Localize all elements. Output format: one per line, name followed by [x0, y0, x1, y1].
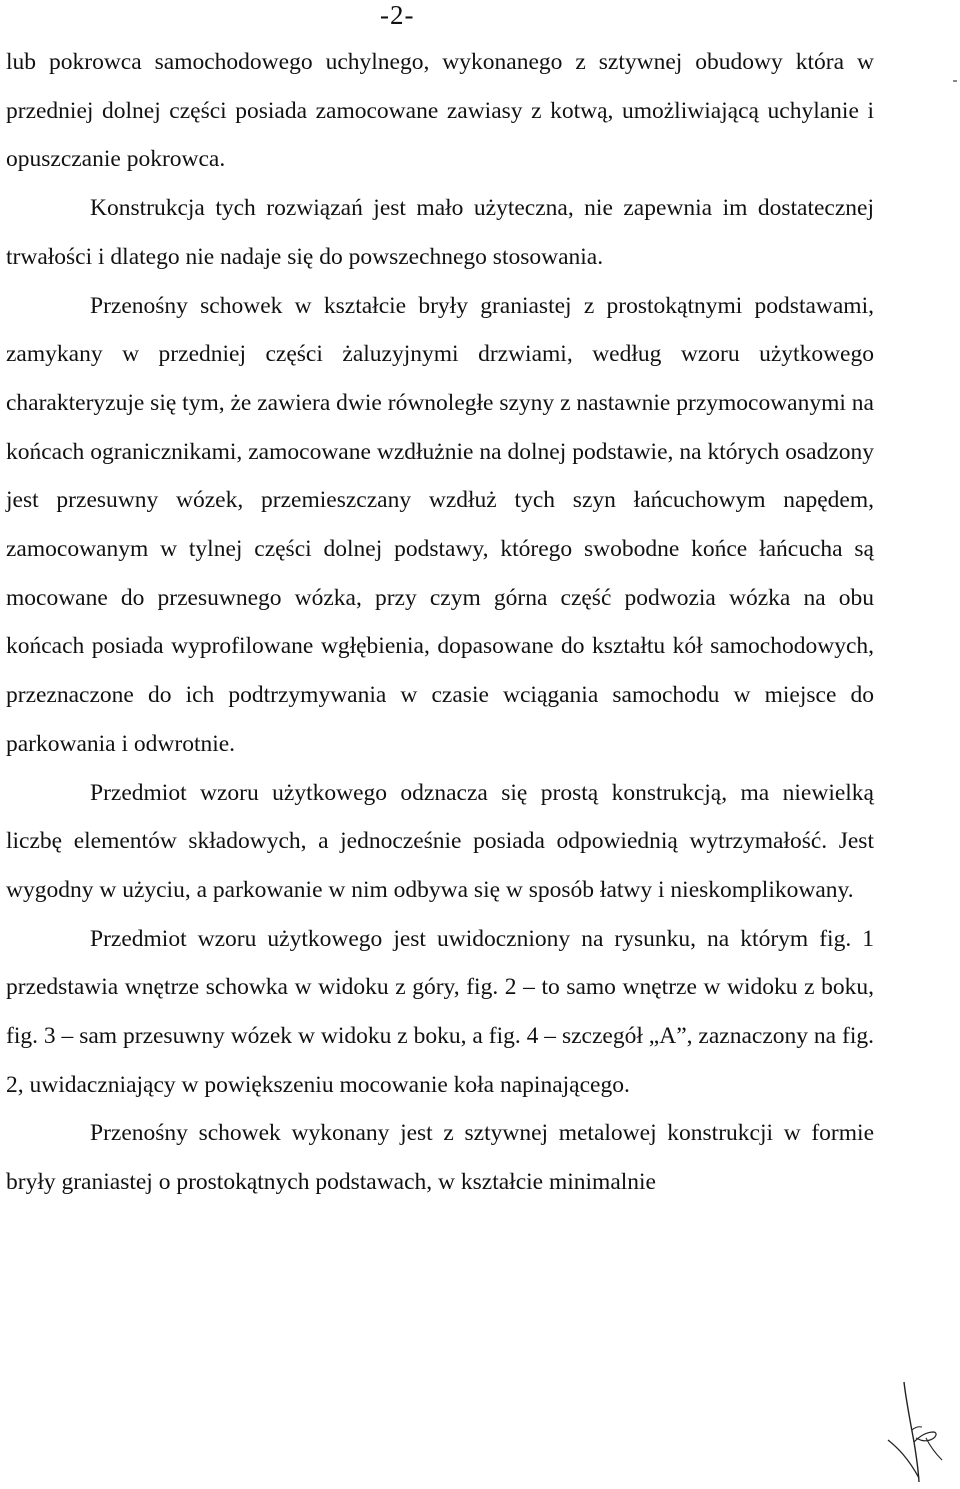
page-number: -2- [380, 0, 415, 30]
paragraph: Przedmiot wzoru użytkowego odznacza się prostą konstrukcją, ma niewielką liczbę elementów składowych, a jednocześnie posiada odpowiednią wytrzymałość. Jest wygodny w użyciu, a parkowanie w nim odbywa się w sposób łatwy i nieskomplikowany. [6, 779, 874, 903]
document-body [6, 38, 874, 1207]
paragraph: Konstrukcja tych rozwiązań jest mało użyteczna, nie zapewnia im dostatecznej trwałości i dlatego nie nadaje się do powszechnego stosowania. [6, 195, 874, 270]
margin-mark [953, 80, 957, 82]
paragraph: lub pokrowca samochodowego uchylnego, wykonanego z sztywnej obudowy która w przedniej dolnej części posiada zamocowane zawiasy z kotwą, umożliwiającą uchylanie i opuszczanie pokrowca. [6, 49, 874, 173]
paragraph: Przenośny schowek wykonany jest z sztywnej metalowej konstrukcji w formie bryły graniastej o prostokątnych podstawach, w kształcie minimalnie [6, 1120, 874, 1196]
handwritten-signature [886, 1380, 956, 1485]
paragraph: Przenośny schowek w kształcie bryły graniastej z prostokątnymi podstawami, zamykany w przedniej części żaluzyjnymi drzwiami, według wzoru użytkowego charakteryzuje się tym, że zawiera dwie równoległe szyny z nastawnie przymocowanymi na końcach ogranicznikami, zamocowane wzdłużnie na dolnej podstawie, na których osadzony jest przesuwny wózek, przemieszczany wzdłuż tych szyn łańcuchowym napędem, zamocowanym w tylnej części dolnej podstawy, którego swobodne końce łańcucha są mocowane do przesuwnego wózka, przy czym górna część podwozia wózka na obu końcach posiada wyprofilowane wgłębienia, dopasowane do kształtu kół samochodowych, przeznaczone do ich podtrzymywania w czasie wciągania samochodu w miejsce do parkowania i odwrotnie. [6, 292, 874, 757]
paragraph: Przedmiot wzoru użytkowego jest uwidoczniony na rysunku, na którym fig. 1 przedstawia wnętrze schowka w widoku z góry, fig. 2 – to samo wnętrze w widoku z boku, fig. 3 – sam przesuwny wózek w widoku z boku, a fig. 4 – szczegół „A”, zaznaczony na fig. 2, uwidaczniający w powiększeniu mocowanie koła napinającego. [6, 925, 874, 1098]
